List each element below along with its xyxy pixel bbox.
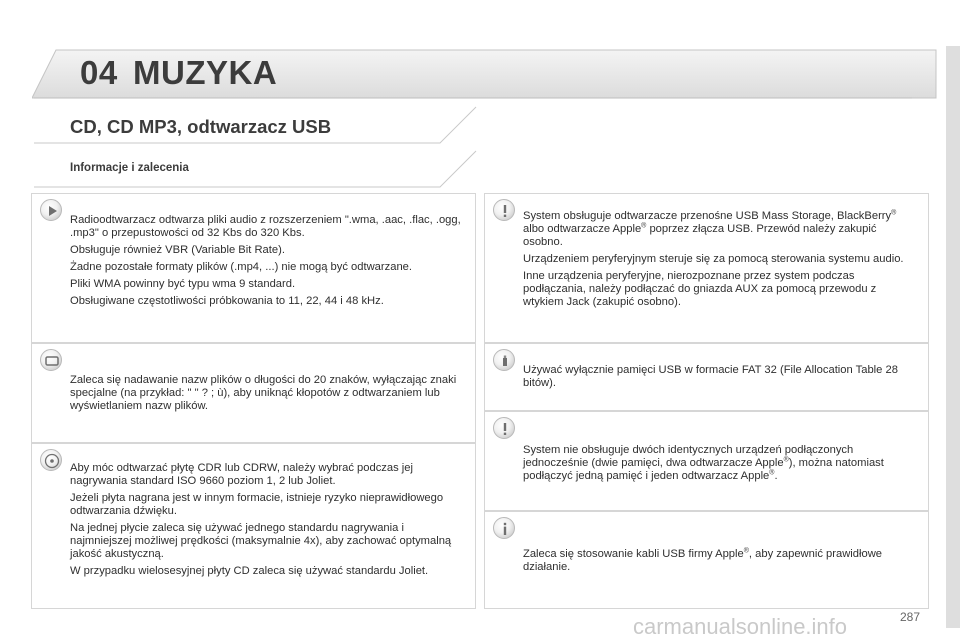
paragraph: Obsługiwane częstotliwości próbkowania to 11, 22, 44 i 48 kHz. xyxy=(70,295,384,307)
watermark: carmanualsonline.info xyxy=(633,614,848,639)
paragraph: Zaleca się stosowanie kabli USB firmy Apple®, aby zapewnić prawidłowe działanie. xyxy=(523,547,882,573)
paragraph: Pliki WMA powinny być typu wma 9 standard. xyxy=(70,278,296,290)
paragraph: Urządzeniem peryferyjnym steruje się za pomocą sterowania systemu audio. xyxy=(523,253,904,265)
paragraph: Radioodtwarzacz odtwarza pliki audio z rozszerzeniem ".wma, .aac, .flac, .ogg, .mp3" o przepustowości od 32 Kbs do 320 Kbs. xyxy=(70,214,461,239)
usb-devices-text xyxy=(523,210,918,313)
paragraph: Aby móc odtwarzać płytę CDR lub CDRW, należy wybrać podczas jej nagrywania standard ISO 9660 poziom 1, 2 lub Joliet. xyxy=(70,462,414,487)
warning-exclamation-icon xyxy=(493,199,515,221)
paragraph: System nie obsługuje dwóch identycznych urządzeń podłączonych jednocześnie (dwie pamięci, dwa odtwarzacze Apple®), można natomiast podłączyć jedną pamięć i jeden odtwarzacz Apple®. xyxy=(523,444,884,482)
warning-exclamation-icon xyxy=(493,417,515,439)
paragraph: Używać wyłącznie pamięci USB w formacie FAT 32 (File Allocation Table 28 bitów). xyxy=(523,364,898,389)
paragraph: Zaleca się nadawanie nazw plików o długości do 20 znaków, wyłączając znaki specjalne (na przykład: " " ? ; ù), aby uniknąć kłopotów z odtwarzaniem lub wyświetlaniem nazw plików. xyxy=(70,374,457,412)
paragraph: System obsługuje odtwarzacze przenośne USB Mass Storage, BlackBerry® albo odtwarzacze Apple® poprzez złącza USB. Przewód należy zakupić osobno. xyxy=(523,209,897,248)
paragraph: Inne urządzenia peryferyjne, nierozpoznane przez system podczas podłączania, należy podłączać do gniazda AUX za pomocą przewodu z wtykiem Jack (zakupić osobno). xyxy=(523,270,877,308)
paragraph: Żadne pozostałe formaty plików (.mp4, ...) nie mogą być odtwarzane. xyxy=(70,261,412,273)
info-icon xyxy=(493,517,515,539)
fat32-text xyxy=(523,364,918,394)
paragraph: Na jednej płycie zaleca się używać jednego standardu nagrywania i najmniejszej możliwej prędkości (maksymalnie 4x), aby zachować optymalną jakość akustyczną. xyxy=(70,522,452,560)
paragraph: Jeżeli płyta nagrana jest w innym formacie, istnieje ryzyko nieprawidłowego odtwarzania dźwięku. xyxy=(70,492,444,517)
usb-stick-icon xyxy=(493,349,515,371)
screen-icon xyxy=(40,349,62,371)
section-title: CD, CD MP3, odtwarzacz USB xyxy=(70,116,332,137)
page-number: 287 xyxy=(900,610,921,624)
paragraph: W przypadku wielosesyjnej płyty CD zaleca się używać standardu Joliet. xyxy=(70,565,429,577)
file-names-text xyxy=(70,374,465,417)
chapter-number: 04 xyxy=(80,54,118,91)
disc-icon xyxy=(40,449,62,471)
paragraph: Obsługuje również VBR (Variable Bit Rate). xyxy=(70,244,285,256)
cd-recording-text xyxy=(70,462,465,582)
audio-formats-text xyxy=(70,214,465,312)
chapter-title: MUZYKA xyxy=(133,54,278,91)
apple-cables-text xyxy=(523,548,918,578)
subsection-title: Informacje i zalecenia xyxy=(70,162,189,174)
play-icon xyxy=(40,199,62,221)
identical-devices-text xyxy=(523,444,918,487)
